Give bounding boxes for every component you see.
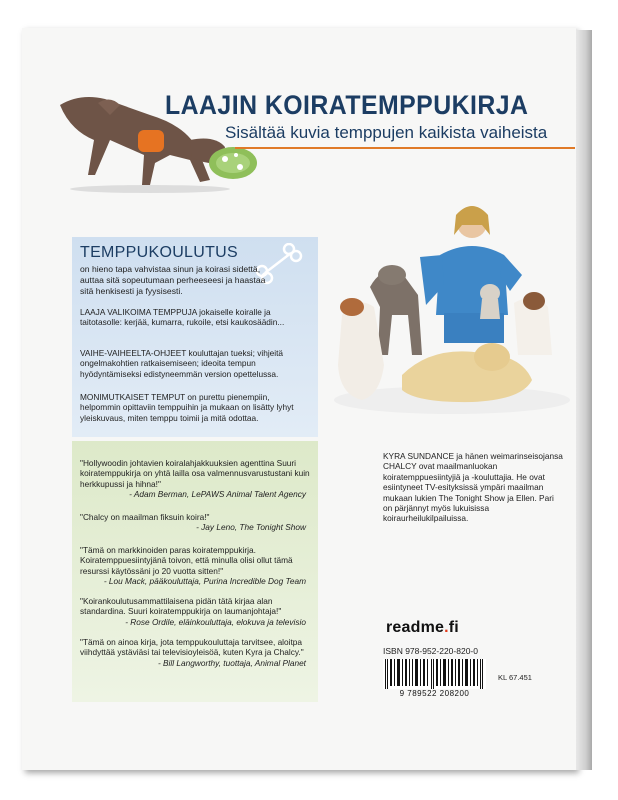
isbn: ISBN 978-952-220-820-0 [383,646,478,656]
testimonial-attribution: - Rose Ordile, eläinkouluttaja, elokuva ja televisio [125,616,306,627]
section-intro: on hieno tapa vahvistaa sinun ja koirasi sidettä, auttaa sitä sopeutumaan perheeseesi ja haastaa sitä henkisesti ja fyysisesti. [80,264,266,296]
testimonial-text: "Hollywoodin johtavien koiralahjakkuuksien agenttina Suuri koiratemppukirja on yhtä lailla osa valmennusvarustustani kuin herkkupussi ja hihna!" [80,458,310,489]
feature-bullet [80,392,310,423]
testimonial-text: "Koirankoulutusammattilaisena pidän tätä kirjaa alan standardina. Suuri koiratemppukirja on laumanjohtaja!" [80,596,282,617]
testimonial [80,458,312,499]
feature-bullet-text: LAAJA VALIKOIMA TEMPPUJA jokaiselle koiralle ja taitotasolle: kerjää, kumarra, rukoile, etsi kaukosäädin... [80,307,285,328]
testimonial-text: "Chalcy on maailman fiksuin koira!" [80,512,210,522]
testimonial-text: "Tämä on ainoa kirja, jota temppukouluttaja tarvitsee, aloitpa viihdyttää ystäviäsi tai televisioyleisöä, kuten Kyra ja Chalcy." [80,637,304,658]
publisher-dot: . [444,619,449,636]
testimonial-attribution: - Bill Langworthy, tuottaja, Animal Planet [157,657,306,668]
book-spine [576,30,592,770]
feature-bullet-text: MONIMUTKAISET TEMPUT on purettu pienempiin, helpommin opittaviin temppuihin ja mukaan on lisätty lyhyt yleiskuvaus, miten temppu toimii ja mitä odottaa. [80,392,294,423]
library-classification: KL 67.451 [498,673,532,682]
testimonial [80,596,312,627]
publisher-name: readme [386,619,445,636]
author-bio: KYRA SUNDANCE ja hänen weimarinseisojansa CHALCY ovat maailmanluokan koiratemppuesiintyjiä ja -kouluttajia. He ovat esiintyneet TV-esityksissä ympäri maailman mukaan lukien The Tonight Show ja Ellen. Pari on pärjännyt myös lukuisissa koiraurheilukilpailuissa. [383,451,563,524]
feature-bullet [80,348,310,379]
author-with-dogs-photo [322,195,572,420]
testimonial [80,545,312,586]
barcode [383,659,486,689]
testimonial-attribution: - Lou Mack, pääkouluttaja, Purina Incredible Dog Team [103,575,306,586]
testimonial [80,512,312,533]
feature-bullet-text: VAIHE-VAIHEELTA-OHJEET kouluttajan tueksi; vihjeitä ongelmakohtien ratkaisemiseen; ideoita tempun hyödyntämiseksi edistyneemmän version opettelussa. [80,348,284,379]
testimonial-attribution: - Jay Leno, The Tonight Show [196,522,306,533]
testimonial-text: "Tämä on markkinoiden paras koiratemppukirja. Koiratemppuesiintyjänä toivon, että minulla olisi ollut tämä resurssi käytössäni jo 20 vuotta sitten!" [80,545,293,576]
book-title: LAAJIN KOIRATEMPPUKIRJA [165,90,529,120]
feature-bullet [80,307,310,328]
section-heading: TEMPPUKOULUTUS [80,244,238,261]
testimonial-attribution: - Adam Berman, LePAWS Animal Talent Agency [129,488,306,499]
accent-divider [235,147,575,149]
testimonial [80,637,312,668]
publisher-tld: fi [448,619,459,636]
barcode-number: 9 789522 208200 [399,689,470,698]
publisher-logo [386,619,459,637]
book-subtitle: Sisältää kuvia temppujen kaikista vaiheista [225,123,548,142]
